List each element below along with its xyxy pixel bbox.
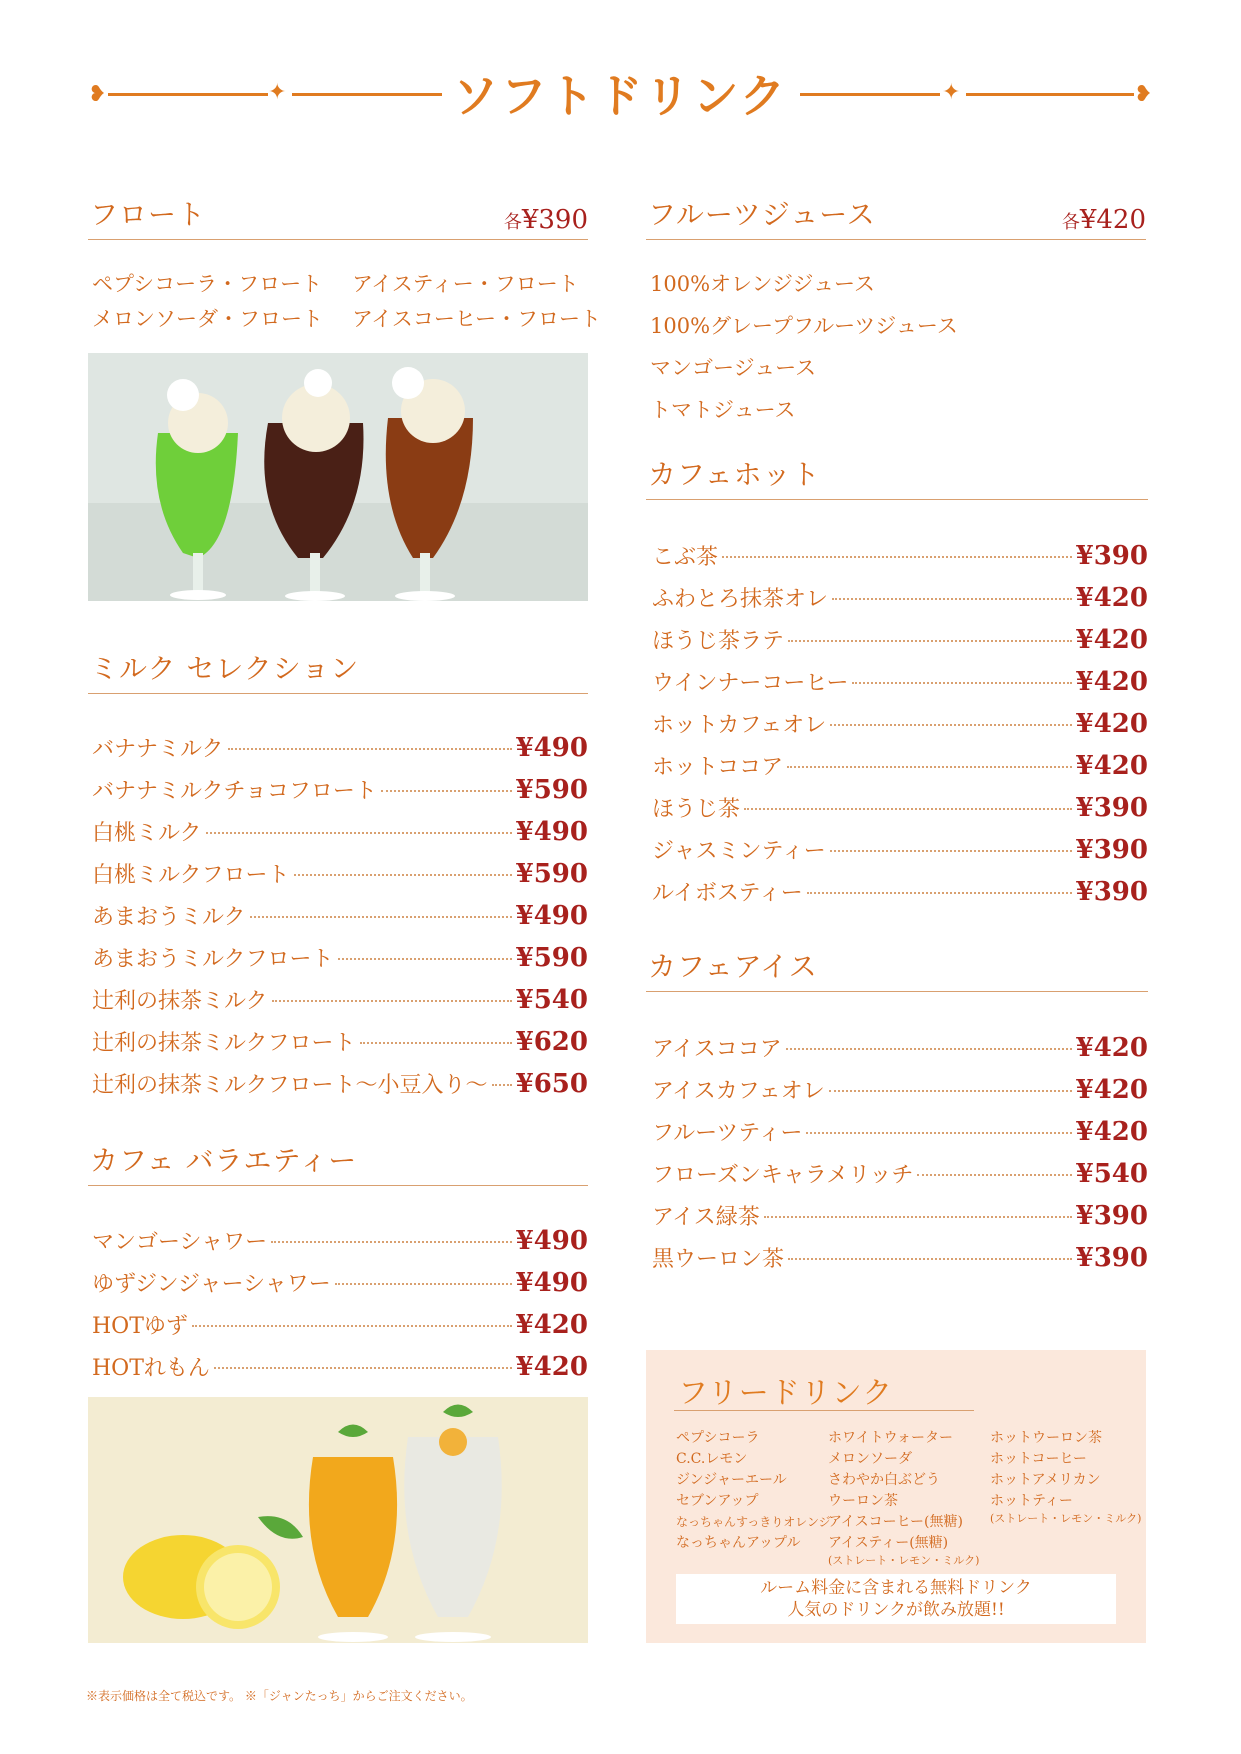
footnote: ※表示価格は全て税込です。 ※「ジャンたっち」からご注文ください。 [86,1689,473,1703]
list-item: トマトジュース [650,398,796,422]
page-header [0,60,1241,130]
free-drink-heading: フリードリンク [678,1376,894,1411]
list-item: ホワイトウォーター [828,1430,954,1446]
list-item: ホットアメリカン [990,1472,1101,1488]
ornament-line [800,93,940,96]
fruit-juice-header [646,196,1146,240]
fruit-juice-heading: フルーツジュース [648,198,876,231]
diamond-ornament-icon: ✦ [942,80,961,105]
list-item: メロンソーダ・フロート [92,307,323,331]
list-item: ホットティー [990,1493,1073,1509]
list-item: バナナミルク ¥490 [92,733,588,763]
citrus-drinks-photo [88,1397,588,1643]
list-item: アイスコーヒー・フロート [352,307,602,331]
list-item: ホットコーヒー [990,1451,1087,1467]
list-item: ほうじ茶 ¥390 [652,793,1148,823]
banner-line-1: ルーム料金に含まれる無料ドリンク [760,1578,1032,1598]
cafe-hot-header [646,456,1148,500]
list-item: 黒ウーロン茶 ¥390 [652,1243,1148,1273]
list-item: アイスティー・フロート [352,272,579,296]
list-item: ゆずジンジャーシャワー ¥490 [92,1268,588,1298]
list-item: 辻利の抹茶ミルクフロート ¥620 [92,1027,588,1057]
list-item: なっちゃんアップル [676,1535,801,1551]
list-item: ルイボスティー ¥390 [652,877,1148,907]
float-drinks-photo [88,353,588,601]
list-item: アイスカフェオレ ¥420 [652,1075,1148,1105]
list-item: フローズンキャラメリッチ ¥540 [652,1159,1148,1189]
ornament-line [966,93,1134,96]
milk-header [88,650,588,694]
list-item: HOTゆず ¥420 [92,1310,588,1340]
list-item: こぶ茶 ¥390 [652,541,1148,571]
diamond-ornament-icon: ✦ [268,80,287,105]
list-item: マンゴージュース [650,356,817,380]
free-drink-banner [676,1574,1116,1624]
cafe-variety-heading: カフェ バラエティー [90,1144,358,1177]
ornament-line [108,93,268,96]
cafe-variety-header [88,1142,588,1186]
float-glasses-illustration [88,353,588,601]
list-item: ウーロン茶 [828,1493,898,1509]
list-item: 辻利の抹茶ミルク ¥540 [92,985,588,1015]
float-price: 各¥390 [503,205,588,235]
list-item: ホットココア ¥420 [652,751,1148,781]
list-item: あまおうミルクフロート ¥590 [92,943,588,973]
list-item: 100%グレープフルーツジュース [650,314,958,338]
list-item: 辻利の抹茶ミルクフロート〜小豆入り〜 ¥650 [92,1069,588,1099]
cafe-ice-header [646,948,1148,992]
list-item: ほうじ茶ラテ ¥420 [652,625,1148,655]
fruit-juice-price: 各¥420 [1061,205,1146,235]
list-item: アイス緑茶 ¥390 [652,1201,1148,1231]
list-item: HOTれもん ¥420 [92,1352,588,1382]
cafe-ice-heading: カフェアイス [648,950,818,983]
heart-ornament-icon: ❥ [1134,82,1153,107]
free-drink-note: (ストレート・レモン・ミルク) [828,1554,980,1567]
list-item: ふわとろ抹茶オレ ¥420 [652,583,1148,613]
list-item: セブンアップ [676,1493,759,1509]
float-header [88,196,588,240]
list-item: マンゴーシャワー ¥490 [92,1226,588,1256]
list-item: 白桃ミルク ¥490 [92,817,588,847]
free-drink-col-2 [828,1428,979,1568]
list-item: メロンソーダ [828,1451,912,1467]
list-item: 100%オレンジジュース [650,272,875,296]
list-item: ウインナーコーヒー ¥420 [652,667,1148,697]
list-item: ジャスミンティー ¥390 [652,835,1148,865]
float-heading: フロート [90,198,207,231]
citrus-glasses-illustration [88,1397,588,1643]
list-item: ホットウーロン茶 [990,1430,1102,1446]
list-item: アイスココア ¥420 [652,1033,1148,1063]
banner-line-2: 人気のドリンクが飲み放題!! [787,1600,1005,1620]
milk-heading: ミルク セレクション [90,652,360,685]
ornament-line [292,93,442,96]
list-item: さわやか白ぶどう [828,1472,940,1488]
list-item: あまおうミルク ¥490 [92,901,588,931]
list-item: アイスティー(無糖) [828,1535,949,1551]
free-drink-underline [674,1410,974,1411]
list-item: アイスコーヒー(無糖) [828,1514,963,1530]
list-item: バナナミルクチョコフロート ¥590 [92,775,588,805]
list-item: ジンジャーエール [676,1472,787,1488]
list-item: フルーツティー ¥420 [652,1117,1148,1147]
free-drink-col-3 [990,1428,1141,1526]
list-item: ホットカフェオレ ¥420 [652,709,1148,739]
list-item: C.C.レモン [676,1451,748,1467]
free-drink-box [646,1350,1146,1643]
list-item: ペプシコーラ・フロート [92,272,323,296]
list-item: ペプシコーラ [676,1430,760,1446]
heart-ornament-icon: ❥ [88,82,107,107]
list-item: 白桃ミルクフロート ¥590 [92,859,588,889]
list-item: なっちゃんすっきりオレンジ [676,1515,831,1529]
free-drink-note: (ストレート・レモン・ミルク) [990,1512,1142,1525]
free-drink-col-1 [676,1428,831,1554]
cafe-hot-heading: カフェホット [648,458,821,491]
page-title: ソフトドリンク [452,69,788,123]
